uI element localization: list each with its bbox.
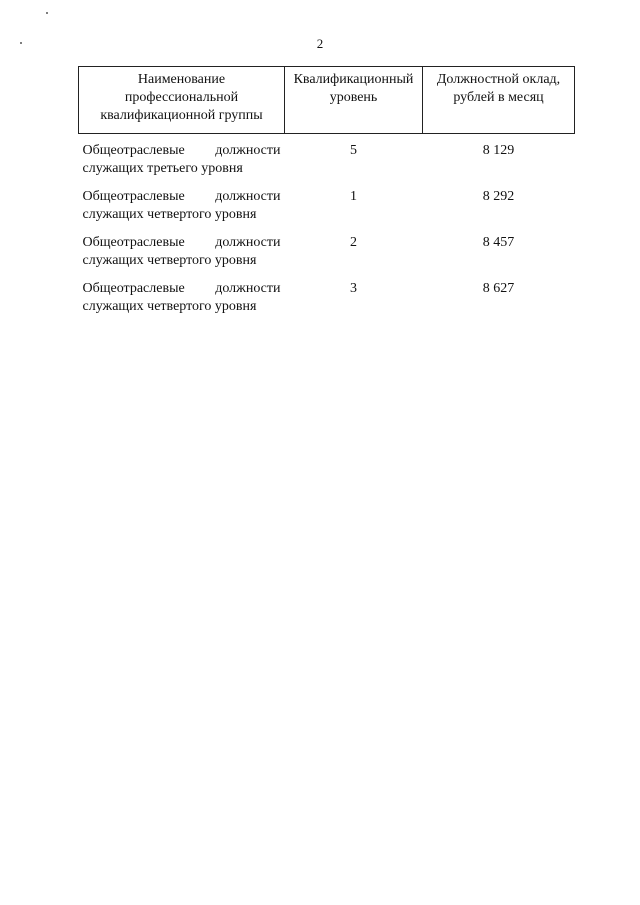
scan-speck: [46, 12, 48, 14]
page-number: 2: [316, 36, 324, 51]
table-row: [79, 280, 575, 326]
table-header-row: [79, 67, 575, 134]
header-level: Квалификационный уровень: [285, 67, 423, 134]
salary-cell: 8 292: [482, 189, 515, 204]
table-row: [79, 234, 575, 280]
level-cell: 3: [350, 281, 357, 296]
group-line2: служащих третьего уровня: [82, 161, 243, 176]
level-cell: 1: [350, 189, 357, 204]
salary-cell: 8 457: [482, 235, 515, 250]
group-cell: [79, 188, 285, 234]
group-line1: Общеотраслевые должности: [82, 235, 281, 250]
table-row: [79, 188, 575, 234]
group-cell: [79, 280, 285, 326]
group-line1: Общеотраслевые должности: [82, 189, 281, 204]
group-line2: служащих четвертого уровня: [82, 253, 257, 268]
level-cell: 5: [350, 143, 357, 158]
header-salary: Должностной оклад, рублей в месяц: [423, 67, 575, 134]
group-cell: [79, 234, 285, 280]
group-line1: Общеотраслевые должности: [82, 143, 281, 158]
header-group: Наименование профессиональной квалификационной группы: [79, 67, 285, 134]
salary-table: [78, 66, 575, 326]
group-line2: служащих четвертого уровня: [82, 207, 257, 222]
level-cell: 2: [350, 235, 357, 250]
group-line2: служащих четвертого уровня: [82, 299, 257, 314]
table-row: [79, 134, 575, 189]
group-line1: Общеотраслевые должности: [82, 281, 281, 296]
salary-cell: 8 129: [482, 143, 515, 158]
group-cell: [79, 134, 285, 189]
salary-cell: 8 627: [482, 281, 515, 296]
